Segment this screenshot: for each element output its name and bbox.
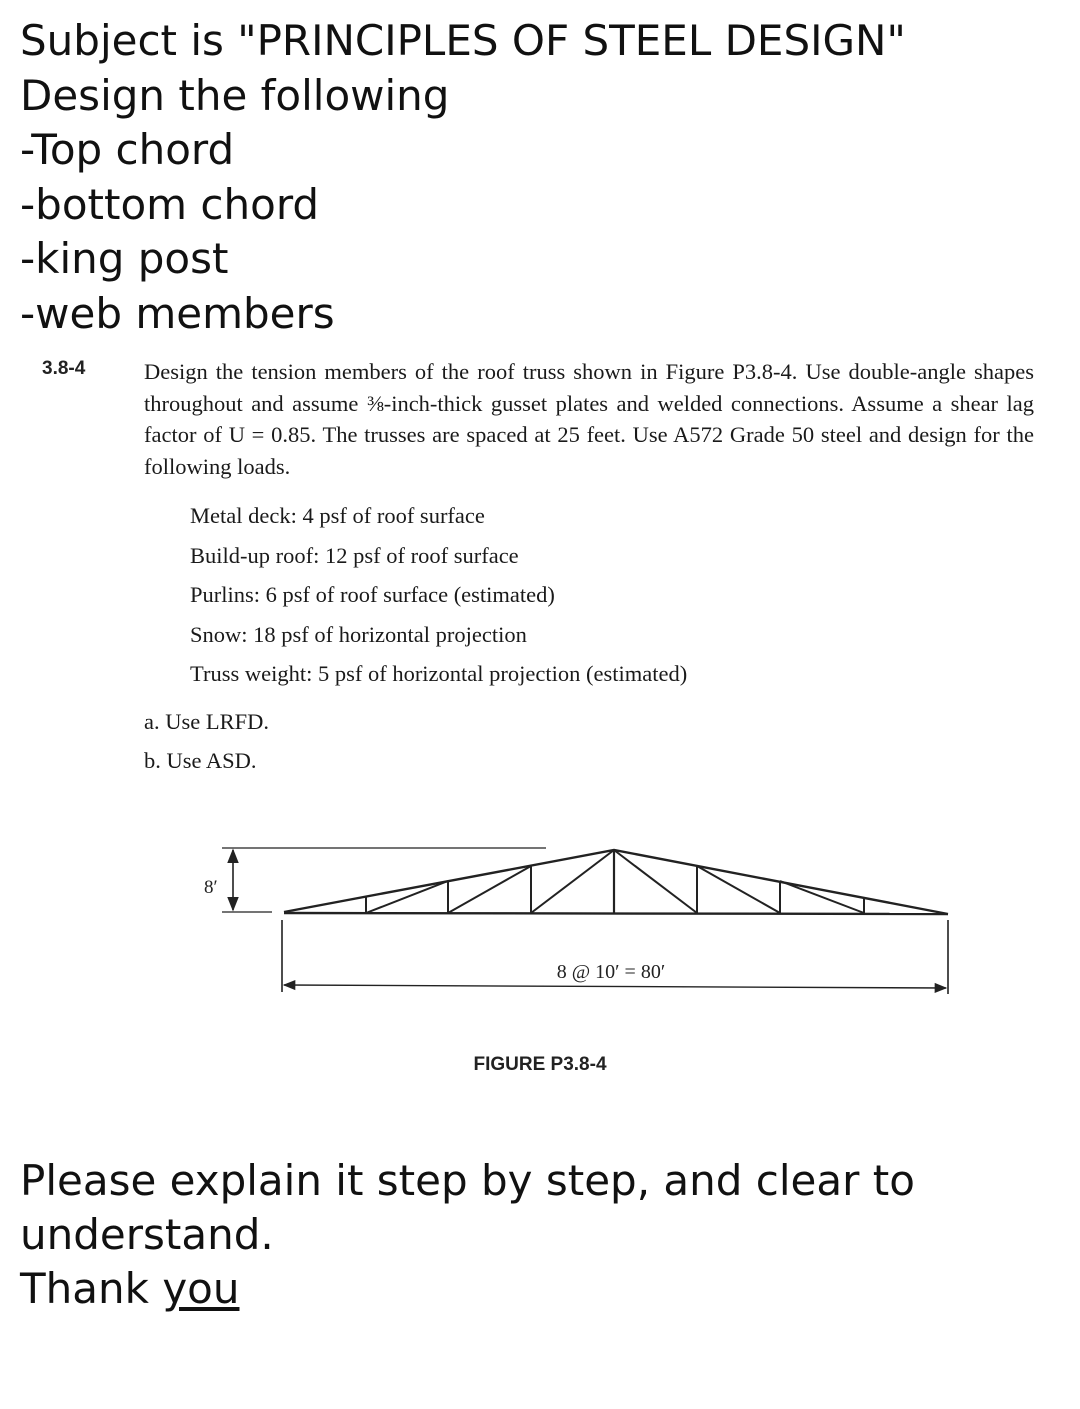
design-item-bottom-chord: -bottom chord xyxy=(20,179,320,229)
thanks-word: you xyxy=(162,1264,240,1313)
load-purlins: Purlins: 6 psf of roof surface (estimated) xyxy=(190,582,555,607)
problem-number: 3.8-4 xyxy=(42,358,86,379)
top-chord xyxy=(284,850,948,914)
design-intro: Design the following xyxy=(20,70,450,120)
load-list xyxy=(190,496,687,694)
closing-line-2: understand. xyxy=(20,1210,274,1259)
web-diagonal xyxy=(366,881,448,913)
web-diagonal xyxy=(780,881,864,913)
span-dimension-arrow xyxy=(284,985,946,988)
closing-message xyxy=(20,1154,1060,1316)
bottom-chord xyxy=(284,913,948,914)
subject-line: Subject is "PRINCIPLES OF STEEL DESIGN" xyxy=(20,16,906,65)
figure-caption: FIGURE P3.8-4 xyxy=(473,1054,607,1075)
truss-figure xyxy=(0,830,1080,1010)
load-truss-weight: Truss weight: 5 psf of horizontal projection (estimated) xyxy=(190,661,688,686)
design-item-web-members: -web members xyxy=(20,288,335,338)
load-metal-deck: Metal deck: 4 psf of roof surface xyxy=(190,503,485,528)
load-snow: Snow: 18 psf of horizontal projection xyxy=(190,621,527,647)
closing-thanks xyxy=(20,1262,1060,1316)
option-lrfd: a. Use LRFD. xyxy=(144,709,269,734)
web-diagonal xyxy=(531,850,614,913)
thanks-prefix: Thank xyxy=(20,1264,163,1313)
design-options xyxy=(144,702,269,780)
design-item-king-post: -king post xyxy=(20,234,229,283)
problem-statement: Design the tension members of the roof truss shown in Figure P3.8-4. Use double-angle shapes throughout and assume ⅜-inch-thick gusset plates and welded connections. Assume a shear lag factor of U = 0.85. The trusses are spaced at 25 feet. Use A572 Grade 50 steel and design for the following loads. xyxy=(144,359,1034,479)
span-label: 8 @ 10′ = 80′ xyxy=(556,961,666,983)
height-label: 8′ xyxy=(204,877,218,898)
web-diagonal xyxy=(614,850,697,913)
option-asd: b. Use ASD. xyxy=(144,748,257,773)
question-header xyxy=(20,14,1060,341)
load-built-up-roof: Build-up roof: 12 psf of roof surface xyxy=(190,542,519,568)
design-item-top-chord: -Top chord xyxy=(20,125,235,174)
closing-line-1: Please explain it step by step, and clear to xyxy=(20,1156,915,1205)
